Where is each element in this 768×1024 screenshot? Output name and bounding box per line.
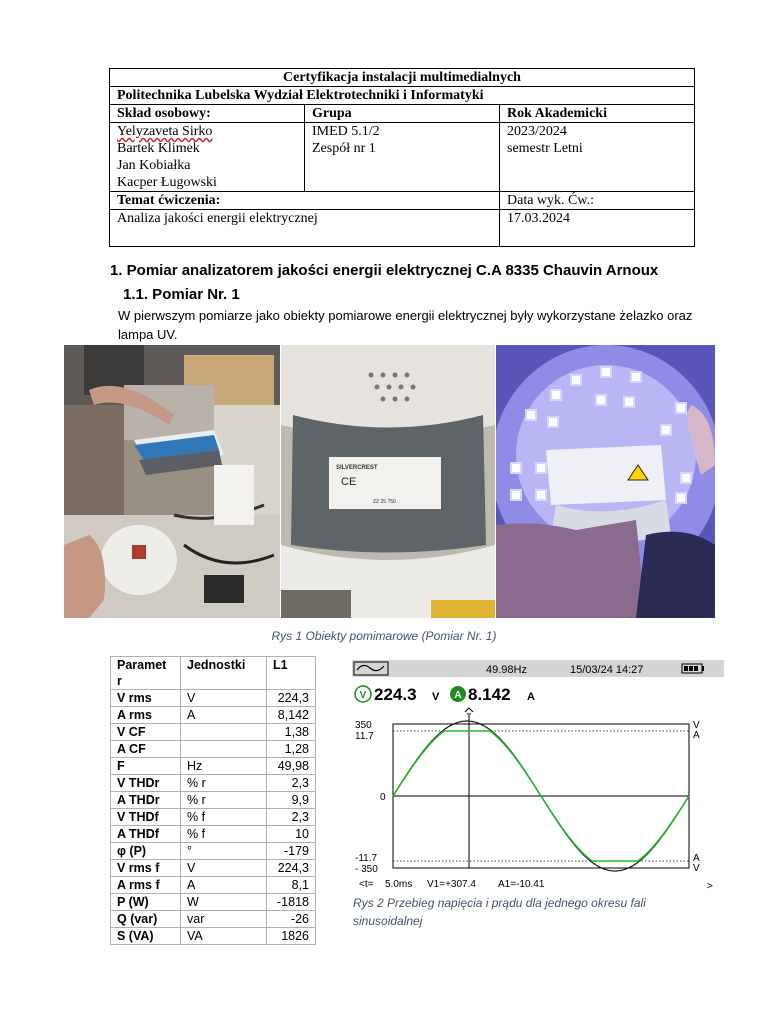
table-row	[111, 894, 316, 911]
param-cell: A rms	[111, 707, 181, 724]
unit-cell	[181, 741, 267, 758]
member-name: Yelyzaveta Sirko	[117, 124, 213, 139]
unit-cell: °	[181, 843, 267, 860]
trigger-marker-icon	[465, 708, 473, 714]
param-cell: φ (P)	[111, 843, 181, 860]
group-label: Grupa	[305, 105, 500, 123]
svg-text:CE: CE	[341, 476, 357, 488]
voltage-value: 224.3	[374, 685, 417, 704]
param-cell: A THDr	[111, 792, 181, 809]
header-table	[109, 68, 695, 247]
value-cell: -179	[267, 843, 316, 860]
scope-caption: Rys 2 Przebieg napięcia i prądu dla jednego okresu fali sinusoidalnej	[353, 896, 646, 928]
unit-cell: V	[181, 690, 267, 707]
iron-brand-text: SILVERCREST	[336, 465, 378, 471]
value-cell: 2,3	[267, 809, 316, 826]
oscilloscope-svg	[352, 660, 724, 892]
table-row	[111, 877, 316, 894]
voltage-badge-label: V	[359, 690, 367, 701]
scope-cursor-voltage: V1=+307.4	[427, 879, 476, 890]
unit-cell: A	[181, 707, 267, 724]
report-title: Certyfikacja instalacji multimedialnych	[110, 69, 695, 87]
scope-frequency: 49.98Hz	[486, 664, 527, 676]
photo-iron-label	[281, 345, 495, 618]
scope-time-base: 5.0ms	[385, 879, 413, 890]
unit-cell: A	[181, 877, 267, 894]
table-row	[111, 792, 316, 809]
axis-top-current: 11.7	[355, 731, 374, 742]
value-cell: 8,1	[267, 877, 316, 894]
photo-iron-and-lamp	[64, 345, 280, 618]
value-cell: 224,3	[267, 690, 316, 707]
unit-cell: V	[181, 860, 267, 877]
table-row	[111, 775, 316, 792]
group-cell	[305, 123, 500, 192]
photo-caption: Rys 1 Obiekty pomimarowe (Pomiar Nr. 1)	[271, 629, 497, 643]
right-top-current: A	[693, 730, 700, 741]
value-cell: 9,9	[267, 792, 316, 809]
param-cell: V CF	[111, 724, 181, 741]
year-label: Rok Akademicki	[500, 105, 695, 123]
table-row	[111, 911, 316, 928]
axis-zero: 0	[380, 792, 386, 803]
oscilloscope-screen	[352, 660, 724, 892]
header-l1: L1	[267, 657, 316, 690]
section-heading: 1. Pomiar analizatorem jakości energii elektrycznej C.A 8335 Chauvin Arnoux	[110, 262, 659, 279]
param-cell: S (VA)	[111, 928, 181, 945]
param-cell: F	[111, 758, 181, 775]
table-row	[111, 724, 316, 741]
measurements-table	[110, 656, 316, 945]
table-row	[111, 860, 316, 877]
members-label: Skład osobowy:	[110, 105, 305, 123]
scope-footer-left[interactable]: <t=	[359, 879, 374, 890]
table-row	[111, 809, 316, 826]
table-row	[111, 843, 316, 860]
table-row	[111, 826, 316, 843]
topic-label: Temat ćwiczenia:	[110, 192, 500, 210]
unit-cell: % f	[181, 826, 267, 843]
value-cell: 10	[267, 826, 316, 843]
axis-bottom-current: -11.7	[355, 853, 378, 864]
date-value: 17.03.2024	[500, 210, 695, 247]
unit-cell: % f	[181, 809, 267, 826]
members-cell	[110, 123, 305, 192]
team-number: Zespół nr 1	[312, 141, 376, 156]
value-cell: 224,3	[267, 860, 316, 877]
unit-cell: W	[181, 894, 267, 911]
photo-uv-lamp	[496, 345, 715, 618]
param-cell: V THDr	[111, 775, 181, 792]
table-row	[111, 758, 316, 775]
university-name: Politechnika Lubelska Wydział Elektrotechniki i Informatyki	[110, 87, 695, 105]
header-unit: Jednostki	[181, 657, 267, 690]
table-row	[111, 690, 316, 707]
param-cell: A rms f	[111, 877, 181, 894]
photo-iron-and-lamp-image	[64, 345, 280, 618]
right-top-voltage: V	[693, 720, 700, 731]
voltage-unit: V	[432, 691, 440, 703]
member-name: Bartek Klimek	[117, 141, 200, 156]
right-bottom-current: A	[693, 853, 700, 864]
current-badge-label: A	[454, 690, 462, 701]
unit-cell: % r	[181, 775, 267, 792]
scope-cursor-current: A1=-10.41	[498, 879, 545, 890]
param-cell: A THDf	[111, 826, 181, 843]
table-row	[111, 741, 316, 758]
academic-year: 2023/2024	[507, 124, 567, 139]
param-cell: P (W)	[111, 894, 181, 911]
param-cell: Q (var)	[111, 911, 181, 928]
semester: semestr Letni	[507, 141, 583, 156]
value-cell: 8,142	[267, 707, 316, 724]
scope-status-bar	[352, 660, 724, 677]
photo-uv-lamp-image	[496, 345, 715, 618]
value-cell: -1818	[267, 894, 316, 911]
param-cell: V rms	[111, 690, 181, 707]
value-cell: -26	[267, 911, 316, 928]
value-cell: 1826	[267, 928, 316, 945]
scope-datetime: 15/03/24 14:27	[570, 664, 644, 676]
group-name: IMED 5.1/2	[312, 124, 380, 139]
unit-cell: Hz	[181, 758, 267, 775]
scope-footer-right[interactable]: >	[707, 881, 713, 892]
right-bottom-voltage: V	[693, 863, 700, 874]
date-label: Data wyk. Ćw.:	[500, 192, 695, 210]
value-cell: 49,98	[267, 758, 316, 775]
intro-paragraph: W pierwszym pomiarze jako obiekty pomiarowe energii elektrycznej były wykorzystane żelazko oraz lampa UV.	[118, 308, 693, 342]
subsection-heading: 1.1. Pomiar Nr. 1	[123, 286, 240, 303]
unit-cell: VA	[181, 928, 267, 945]
param-cell: V rms f	[111, 860, 181, 877]
param-cell: V THDf	[111, 809, 181, 826]
value-cell: 1,28	[267, 741, 316, 758]
unit-cell: var	[181, 911, 267, 928]
header-param: Paramet r	[111, 657, 181, 690]
photo-iron-label-image	[281, 345, 495, 618]
axis-bottom-voltage: - 350	[355, 864, 378, 875]
member-name: Kacper Ługowski	[117, 175, 217, 190]
axis-top-voltage: 350	[355, 720, 372, 731]
value-cell: 1,38	[267, 724, 316, 741]
unit-cell	[181, 724, 267, 741]
year-cell	[500, 123, 695, 192]
table-row	[111, 928, 316, 945]
iron-code-text: ZZ 25 750	[373, 499, 396, 505]
current-value: 8.142	[468, 685, 511, 704]
current-badge	[450, 686, 466, 702]
table-row	[111, 707, 316, 724]
member-name: Jan Kobiałka	[117, 158, 191, 173]
table-header-row	[111, 657, 316, 690]
current-unit: A	[527, 691, 535, 703]
unit-cell: % r	[181, 792, 267, 809]
value-cell: 2,3	[267, 775, 316, 792]
topic-value: Analiza jakości energii elektrycznej	[110, 210, 500, 247]
voltage-badge	[355, 686, 371, 702]
param-cell: A CF	[111, 741, 181, 758]
